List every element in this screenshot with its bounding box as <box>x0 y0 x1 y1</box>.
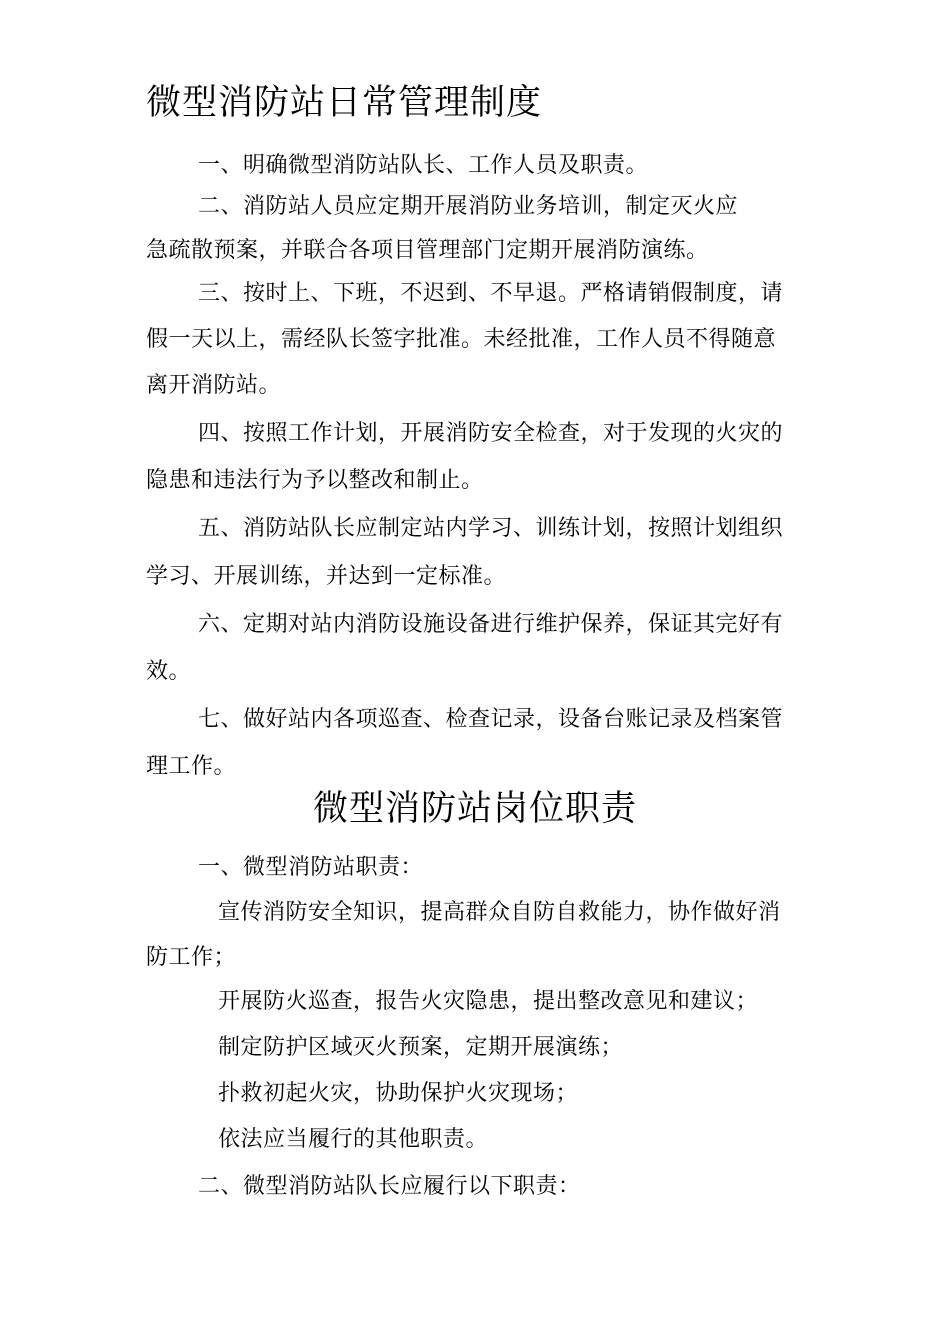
duty-5: 依法应当履行的其他职责。 <box>218 1127 489 1152</box>
duty-2: 开展防火巡查，报告火灾隐患，提出整改意见和建议； <box>218 989 759 1014</box>
rule-5-line-1: 五、消防站队长应制定站内学习、训练计划，按照计划组织 <box>198 516 784 541</box>
rule-1-line-1: 一、明确微型消防站队长、工作人员及职责。 <box>198 153 649 178</box>
rule-3-line-3: 离开消防站。 <box>146 373 282 398</box>
rule-3-line-2: 假一天以上，需经队长签字批准。未经批准，工作人员不得随意 <box>146 327 777 352</box>
rule-4-line-2: 隐患和违法行为予以整改和制止。 <box>146 468 484 493</box>
title-daily-management: 微型消防站日常管理制度 <box>146 83 543 123</box>
duty-1-line-1: 宣传消防安全知识，提高群众自防自救能力，协作做好消 <box>218 900 781 925</box>
duty-1-line-2: 防工作； <box>146 945 237 970</box>
title-post-duties: 微型消防站岗位职责 <box>312 789 637 829</box>
rule-3-line-1: 三、按时上、下班，不迟到、不早退。严格请销假制度，请 <box>198 281 784 306</box>
rule-7-line-1: 七、做好站内各项巡查、检查记录，设备台账记录及档案管 <box>198 707 784 732</box>
duty-4: 扑救初起火灾，协助保护火灾现场； <box>218 1081 579 1106</box>
duty-3: 制定防护区域灭火预案，定期开展演练； <box>218 1035 624 1060</box>
rule-5-line-2: 学习、开展训练，并达到一定标准。 <box>146 564 507 589</box>
rule-4-line-1: 四、按照工作计划，开展消防安全检查，对于发现的火灾的 <box>198 421 784 446</box>
leader-duties-heading: 二、微型消防站队长应履行以下职责： <box>198 1174 581 1199</box>
rule-7-line-2: 理工作。 <box>146 754 237 779</box>
rule-6-line-1: 六、定期对站内消防设施设备进行维护保养，保证其完好有 <box>198 612 784 637</box>
rule-2-line-1: 二、消防站人员应定期开展消防业务培训，制定灭火应 <box>198 194 739 219</box>
rule-6-line-2: 效。 <box>146 659 192 684</box>
duties-heading: 一、微型消防站职责： <box>198 855 424 880</box>
rule-2-line-2: 急疏散预案，并联合各项目管理部门定期开展消防演练。 <box>146 238 709 263</box>
